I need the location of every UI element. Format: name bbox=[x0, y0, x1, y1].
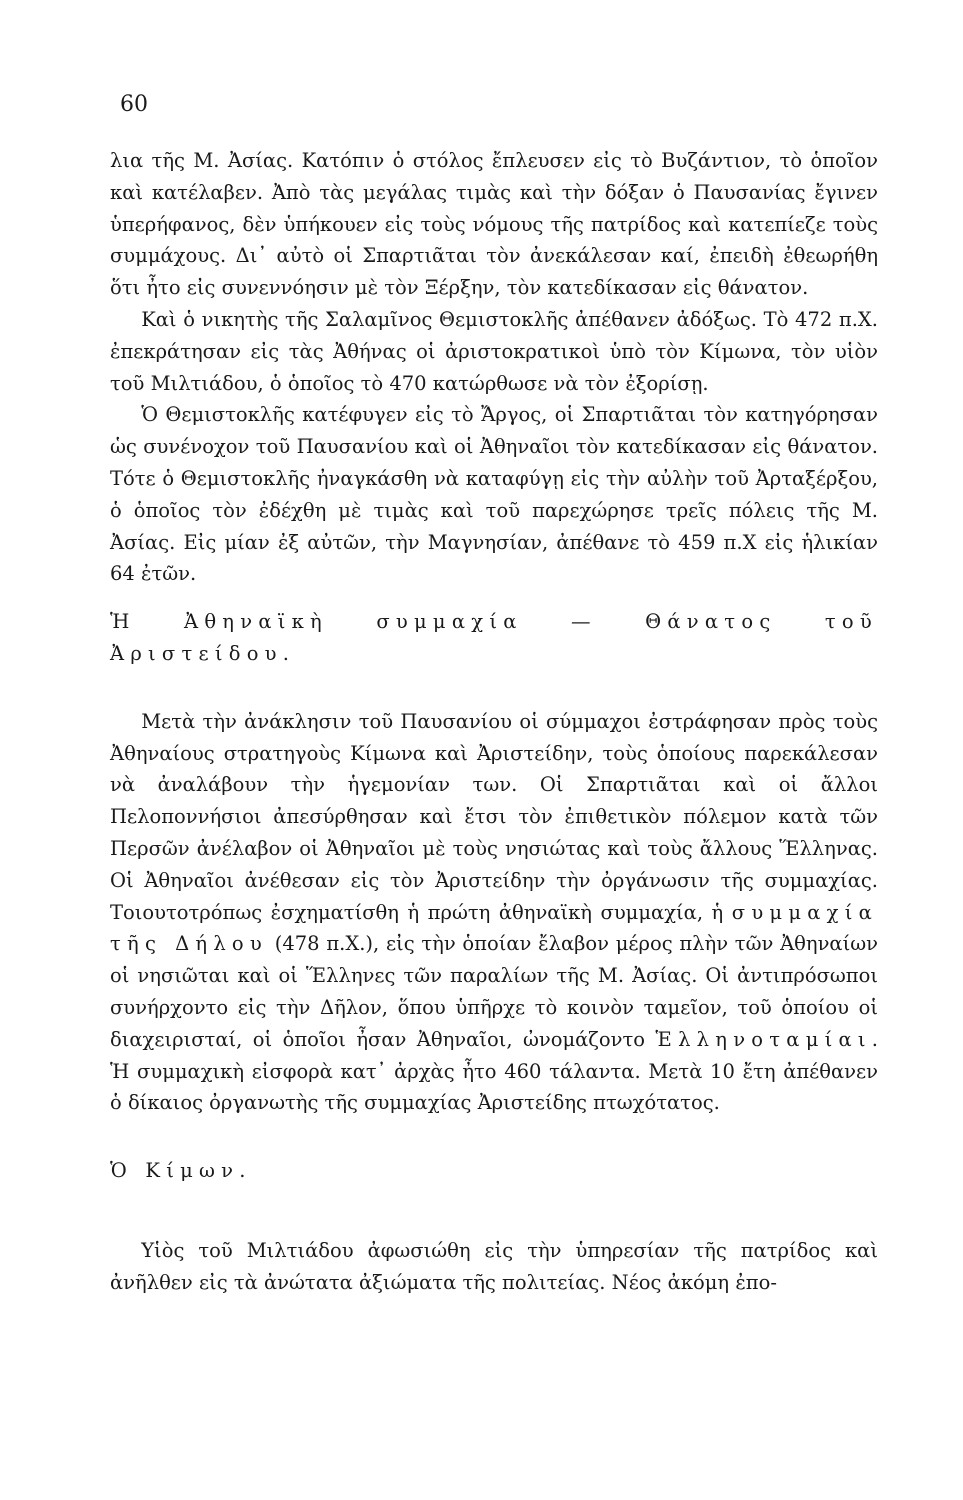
paragraph-2: Καὶ ὁ νικητὴς τῆς Σαλαμῖνος Θεμιστοκλῆς ἀπέθανεν ἀδόξως. Τὸ 472 π.Χ. ἐπεκράτησαν εἰς τὰς Ἀθήνας οἱ ἀριστοκρατικοὶ ὑπὸ τὸν Κίμωνα, τὸν υἱὸν τοῦ Μιλτιάδου, ὁ ὁποῖος τὸ 470 κατώρθωσε νὰ τὸν ἐξορίσῃ. bbox=[110, 307, 878, 395]
section-heading-athenian-alliance: Ἡ Ἀθηναϊκὴ συμμαχία — Θάνατος τοῦ Ἀριστείδου. bbox=[110, 610, 878, 665]
paragraph-3: Ὁ Θεμιστοκλῆς κατέφυγεν εἰς τὸ Ἄργος, οἱ Σπαρτιᾶται τὸν κατηγόρησαν ὡς συνένοχον τοῦ Παυσανίου καὶ οἱ Ἀθηναῖοι τὸν κατεδίκασαν εἰς θάνατον. Τότε ὁ Θεμιστοκλῆς ἠναγκάσθη νὰ καταφύγῃ εἰς τὴν αὐλὴν τοῦ Ἀρταξέρξου, ὁ ὁποῖος τὸν ἐδέχθη μὲ τιμὰς καὶ τοῦ παρεχώρησε τρεῖς πόλεις τῆς Μ. Ἀσίας. Εἰς μίαν ἐξ αὐτῶν, τὴν Μαγνησίαν, ἀπέθανε τὸ 459 π.Χ εἰς ἡλικίαν 64 ἐτῶν. bbox=[110, 403, 878, 586]
hellenotamiai-term: Ἑλληνοταμίαι bbox=[655, 1027, 872, 1051]
delian-league-term: συμμαχία τῆς Δήλου bbox=[110, 900, 878, 956]
section-heading-kimon: Ὁ Κίμων. bbox=[110, 1159, 252, 1183]
page-body bbox=[110, 145, 878, 1299]
spacer bbox=[110, 1187, 878, 1235]
paragraph-4-part-2: (478 π.Χ.), εἰς τὴν ὁποίαν ἔλαβον μέρος πλὴν τῶν Ἀθηναίων οἱ νησιῶται καὶ οἱ Ἕλληνες τῶν παραλίων τῆς Μ. Ἀσίας. Οἱ ἀντιπρόσωποι συνήρχοντο εἰς τὴν Δῆλον, ὅπου ὑπῆρχε τὸ κοινὸν ταμεῖον, τοῦ ὁποίου οἱ διαχειρισταί, οἱ ὁποῖοι ἦσαν Ἀθηναῖοι, ὠνομάζοντο bbox=[110, 932, 878, 1051]
paragraph-4 bbox=[110, 706, 878, 1119]
paragraph-5: Υἱὸς τοῦ Μιλτιάδου ἀφωσιώθη εἰς τὴν ὑπηρεσίαν τῆς πατρίδος καὶ ἀνῆλθεν εἰς τὰ ἀνώτατα ἀξιώματα τῆς πολιτείας. Νέος ἀκόμη ἐπο- bbox=[110, 1238, 878, 1294]
paragraph-1: λια τῆς Μ. Ἀσίας. Κατόπιν ὁ στόλος ἔπλευσεν εἰς τὸ Βυζάντιον, τὸ ὁποῖον καὶ κατέλαβεν. Ἀπὸ τὰς μεγάλας τιμὰς καὶ τὴν δόξαν ὁ Παυσανίας ἔγινεν ὑπερήφανος, δὲν ὑπήκουεν εἰς τοὺς νόμους τῆς πατρίδος καὶ κατεπίεζε τοὺς συμμάχους. Δι᾿ αὐτὸ οἱ Σπαρτιᾶται τὸν ἀνεκάλεσαν καί, ἐπειδὴ ἐθεωρήθη ὅτι ἦτο εἰς συνεννόησιν μὲ τὸν Ξέρξην, τὸν κατεδίκασαν εἰς θάνατον. bbox=[110, 149, 878, 300]
spacer bbox=[110, 1119, 878, 1155]
spacer bbox=[110, 670, 878, 706]
page-number: 60 bbox=[120, 92, 148, 117]
paragraph-4-part-3: . Ἡ συμμαχικὴ εἰσφορὰ κατ᾿ ἀρχὰς ἦτο 460 τάλαντα. Μετὰ 10 ἔτη ἀπέθανεν ὁ δίκαιος ὀργανωτὴς τῆς συμμαχίας Ἀριστείδης πτωχότατος. bbox=[110, 1027, 878, 1115]
paragraph-4-part-1: Μετὰ τὴν ἀνάκλησιν τοῦ Παυσανίου οἱ σύμμαχοι ἐστράφησαν πρὸς τοὺς Ἀθηναίους στρατηγοὺς Κίμωνα καὶ Ἀριστείδην, τοὺς ὁποίους παρεκάλεσαν νὰ ἀναλάβουν τὴν ἡγεμονίαν των. Οἱ Σπαρτιᾶται καὶ οἱ ἄλλοι Πελοποννήσιοι ἀπεσύρθησαν καὶ ἔτσι τὸν ἐπιθετικὸν πόλεμον κατὰ τῶν Περσῶν ἀνέλαβον οἱ Ἀθηναῖοι μὲ τοὺς νησιώτας καὶ τοὺς ἄλλους Ἕλληνας. Οἱ Ἀθηναῖοι ἀνέθεσαν εἰς τὸν Ἀριστείδην τὴν ὀργάνωσιν τῆς συμμαχίας. Τοιουτοτρόπως ἐσχηματίσθη ἡ πρώτη ἀθηναϊκὴ συμμαχία, ἡ bbox=[110, 709, 878, 924]
